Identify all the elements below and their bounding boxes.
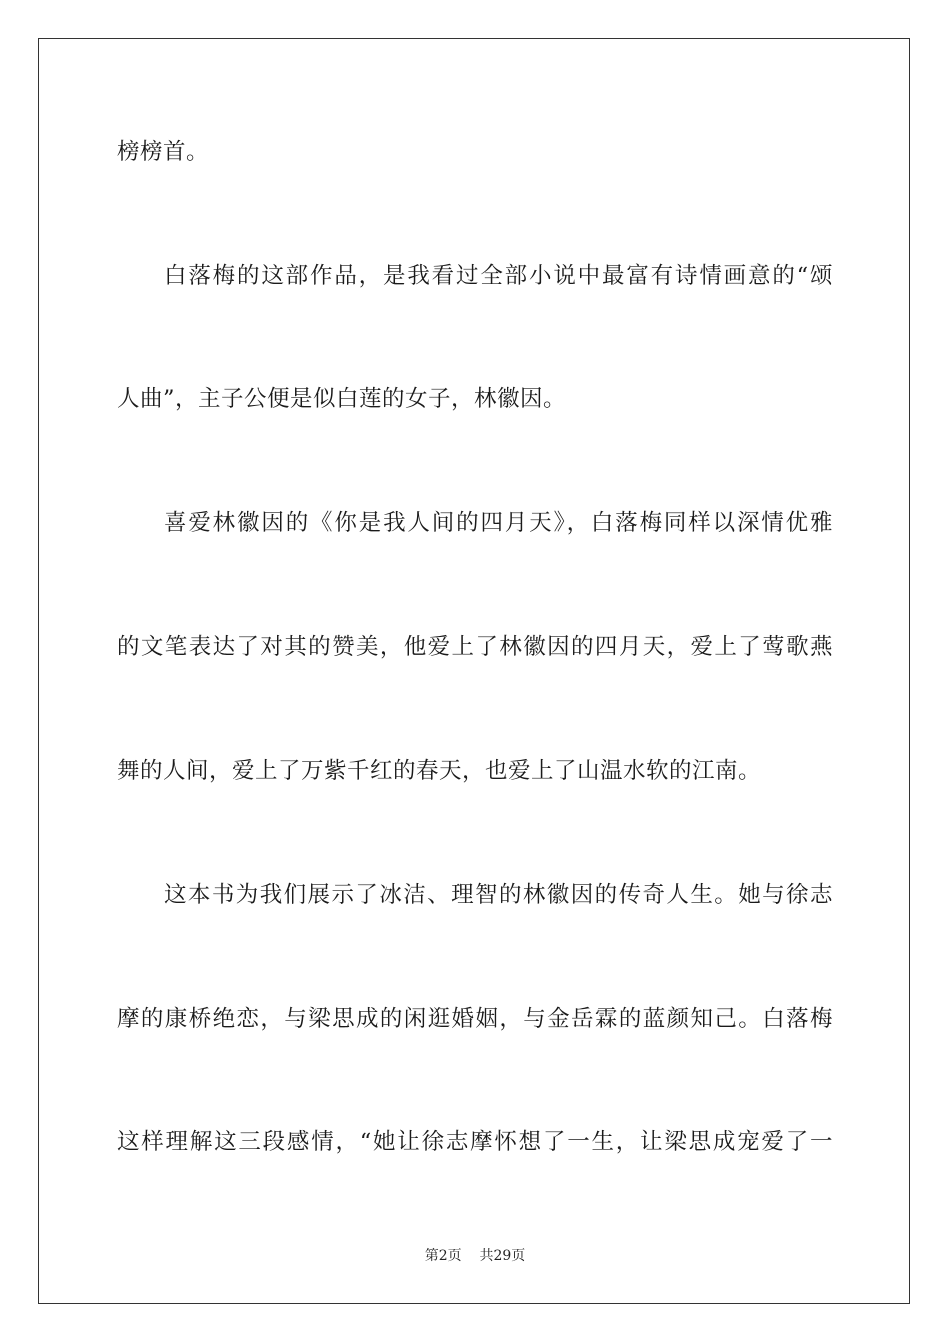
paragraph-line: 这本书为我们展示了冰洁、理智的林徽因的传奇人生。她与徐志: [164, 882, 833, 908]
paragraph-line: 摩的康桥绝恋，与梁思成的闲逛婚姻，与金岳霖的蓝颜知己。白落梅: [117, 1006, 833, 1032]
paragraph-line: 榜榜首。: [117, 139, 210, 165]
page-footer: [0, 1247, 950, 1265]
paragraph-line: 喜爱林徽因的《你是我人间的四月天》，白落梅同样以深情优雅: [164, 510, 833, 536]
paragraph-line: 白落梅的这部作品，是我看过全部小说中最富有诗情画意的“颂: [164, 263, 833, 289]
paragraph-line: 这样理解这三段感情，“她让徐志摩怀想了一生，让梁思成宠爱了一: [117, 1129, 833, 1155]
page-number: 第2页: [424, 1248, 462, 1264]
paragraph-line: 的文笔表达了对其的赞美，他爱上了林徽因的四月天，爱上了莺歌燕: [117, 634, 833, 660]
page-total: 共29页: [479, 1248, 526, 1264]
page-border: [38, 38, 910, 1304]
paragraph-line: 舞的人间，爱上了万紫千红的春天，也爱上了山温水软的江南。: [117, 758, 762, 784]
paragraph-line: 人曲”，主子公便是似白莲的女子，林徽因。: [117, 386, 567, 412]
